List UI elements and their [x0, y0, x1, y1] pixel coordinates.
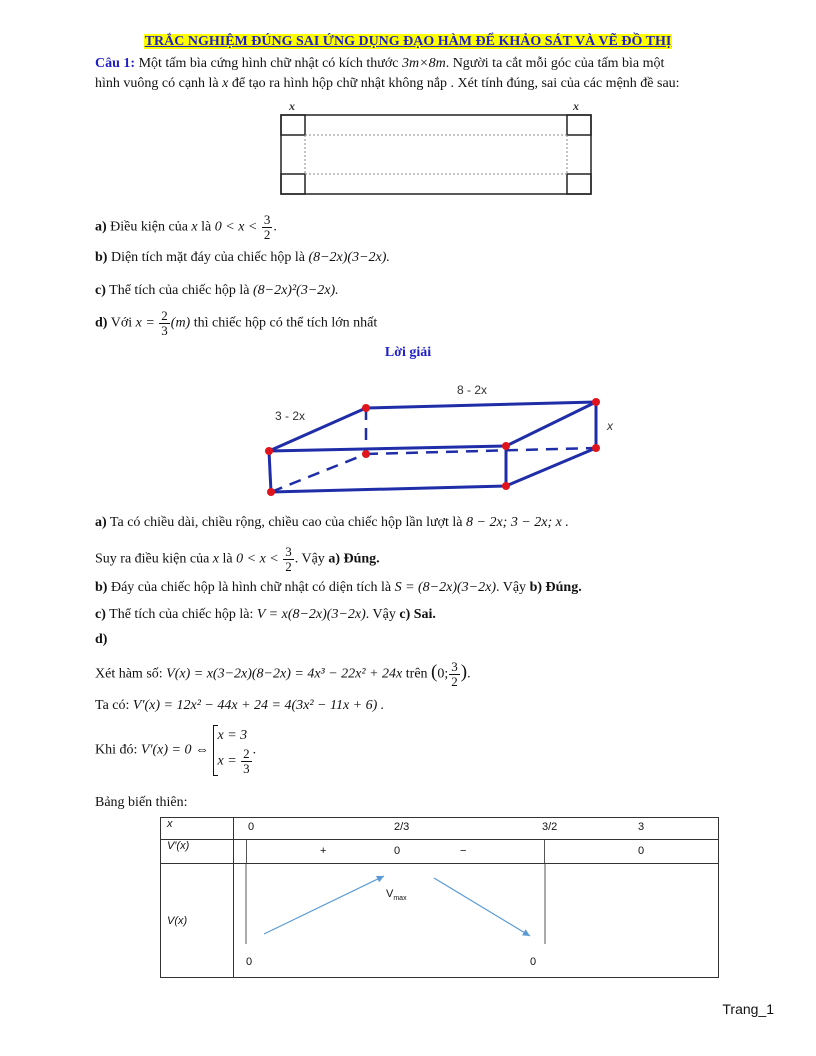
v-right-value: 0: [530, 956, 537, 968]
question-dims: 3m×8m: [402, 56, 446, 71]
solution-c-verdict: c) Sai.: [399, 607, 436, 622]
solution-title: Lời giải: [384, 345, 432, 360]
statement-b-expr: (8−2x)(3−2x).: [308, 250, 390, 265]
solution-c-end: . Vậy: [365, 607, 396, 622]
question-line-2: [95, 76, 680, 92]
row-dv-label: V′(x): [161, 840, 234, 864]
cut-label-right: x: [573, 99, 579, 113]
question-line2-end: để tạo ra hình hộp chữ nhật không nắp . Xét tính đúng, sai của các mệnh đề sau:: [231, 76, 680, 91]
statement-d-label: d): [95, 315, 108, 331]
vmax-label: $V_{max}$: [386, 888, 407, 903]
solution-a-fraction: $\frac{3}{2}$: [285, 544, 292, 574]
solution-d-line1: Xét hàm số: V(x) = x(3−2x)(8−2x) = 4x³ − 22x² + 24x trên (0; $\frac{3}{2}$ ).: [95, 659, 471, 689]
solution-b: [95, 580, 582, 596]
row-x-label: x: [161, 818, 234, 840]
solution-d-line3-expr: V′(x) = 0 ⇔: [140, 742, 209, 758]
solution-d-line2-text: Ta có:: [95, 698, 130, 713]
solution-d-interval-fraction: $\frac{3}{2}$: [451, 659, 458, 689]
table-row-function: [161, 864, 719, 978]
width-label: 3 - 2x: [275, 409, 306, 423]
solution-a-line2-var: x: [212, 551, 220, 567]
solution-system: [213, 725, 253, 776]
statement-d-end: thì chiếc hộp có thể tích lớn nhất: [193, 315, 378, 331]
statement-d-expr: x =: [135, 315, 155, 331]
page-footer: Trang_1: [722, 1001, 774, 1017]
solution-b-expr: S = (8−2x)(3−2x): [394, 580, 496, 595]
solution-a-line1: [95, 515, 569, 531]
length-label: 8 - 2x: [457, 383, 488, 397]
statement-b-label: b): [95, 250, 108, 265]
statement-d-text: Với: [110, 315, 133, 331]
solution-a-line2-text: Suy ra điều kiện của: [95, 551, 210, 567]
statement-d-unit: (m): [170, 315, 191, 331]
box-figure: [255, 378, 635, 498]
solution-b-verdict: b) Đúng.: [529, 580, 582, 595]
solution-c-label: c): [95, 607, 106, 622]
question-var: x: [222, 76, 229, 91]
statement-a-fraction: $\frac{3}{2}$: [263, 212, 271, 242]
row-v-values: [234, 864, 719, 978]
statement-c-text: Thể tích của chiếc hộp là: [109, 283, 250, 298]
question-line2-start: hình vuông có cạnh là: [95, 76, 219, 91]
question-line-1: [95, 56, 664, 72]
row-dv-values: + 0 − 0: [234, 840, 719, 864]
solution-a-line2-end: . Vậy: [294, 551, 325, 567]
statement-c-expr: (8−2x)²(3−2x).: [252, 283, 339, 298]
solution-d-line2: [95, 698, 384, 714]
statement-c-label: c): [95, 283, 106, 298]
question-text: Một tấm bìa cứng hình chữ nhật có kích thước: [138, 56, 399, 71]
cut-label-left: x: [289, 99, 295, 113]
cardboard-figure: [275, 98, 597, 198]
height-label: x: [607, 419, 613, 433]
solution-c-expr: V = x(8−2x)(3−2x): [256, 607, 366, 622]
v-left-value: 0: [246, 956, 253, 968]
variation-table-label: Bảng biến thiên:: [95, 795, 188, 810]
solution-c: [95, 607, 436, 623]
row-x-values: 0 2/3 3/2 3: [234, 818, 719, 840]
system-root-1: x = 3: [217, 728, 248, 743]
solution-a-expr: 8 − 2x; 3 − 2x; x .: [466, 515, 569, 530]
statement-a: a) Điều kiện của x là 0 < x < $\frac{3}{2}$ .: [95, 212, 277, 242]
statement-d-fraction: $\frac{2}{3}$: [161, 308, 168, 338]
solution-d-interval: 0;: [437, 666, 449, 682]
solution-b-text: Đáy của chiếc hộp là hình chữ nhật có diện tích là: [110, 580, 392, 595]
page-title: TRẮC NGHIỆM ĐÚNG SAI ỨNG DỤNG ĐẠO HÀM ĐỂ KHẢO SÁT VÀ VẼ ĐỒ THỊ: [144, 34, 672, 49]
variation-arrows: [234, 864, 714, 976]
solution-a-line2-expr: 0 < x <: [236, 551, 279, 567]
statement-a-label: a): [95, 219, 107, 235]
solution-d-line3-text: Khi đó:: [95, 742, 138, 758]
statement-a-text: Điều kiện của: [110, 219, 188, 235]
table-row-x: [161, 818, 719, 840]
solution-a-line2-mid: là: [222, 551, 233, 567]
solution-a-label: a): [95, 515, 107, 530]
solution-c-text: Thể tích của chiếc hộp là:: [109, 607, 254, 622]
solution-a-text: Ta có chiều dài, chiều rộng, chiều cao của chiếc hộp lần lượt là: [109, 515, 463, 530]
solution-d-label: d): [95, 632, 108, 647]
solution-d-line1-on: trên: [405, 666, 428, 682]
statement-c: [95, 283, 339, 299]
question-label: Câu 1:: [95, 56, 136, 71]
solution-b-label: b): [95, 580, 108, 595]
solution-d-line2-expr: V′(x) = 12x² − 44x + 24 = 4(3x² − 11x + 6) .: [132, 698, 385, 713]
statement-a-mid: là: [201, 219, 212, 235]
solution-b-end: . Vậy: [495, 580, 527, 595]
statement-d: [95, 309, 377, 338]
row-v-label: V(x): [161, 864, 234, 978]
solution-d-line3: Khi đó: V′(x) = 0 ⇔ x = 3 x = $\frac{2}{3}$ .: [95, 725, 256, 776]
system-root-2: x =: [217, 753, 237, 769]
statement-b: [95, 250, 390, 266]
solution-d-line1-expr: V(x) = x(3−2x)(8−2x) = 4x³ − 22x² + 24x: [166, 666, 403, 682]
solution-a-line2: [95, 545, 380, 574]
solution-a-verdict: a) Đúng.: [328, 551, 380, 567]
statement-b-text: Diện tích mặt đáy của chiếc hộp là: [110, 250, 305, 265]
table-row-derivative: [161, 840, 719, 864]
statement-a-var: x: [191, 219, 198, 235]
system-root-2-fraction: $\frac{2}{3}$: [243, 746, 250, 776]
statement-a-expr: 0 < x <: [214, 219, 258, 235]
question-text-end: . Người ta cắt mỗi góc của tấm bìa một: [445, 56, 665, 71]
variation-table: [160, 817, 719, 978]
solution-d-line1-text: Xét hàm số:: [95, 666, 163, 682]
